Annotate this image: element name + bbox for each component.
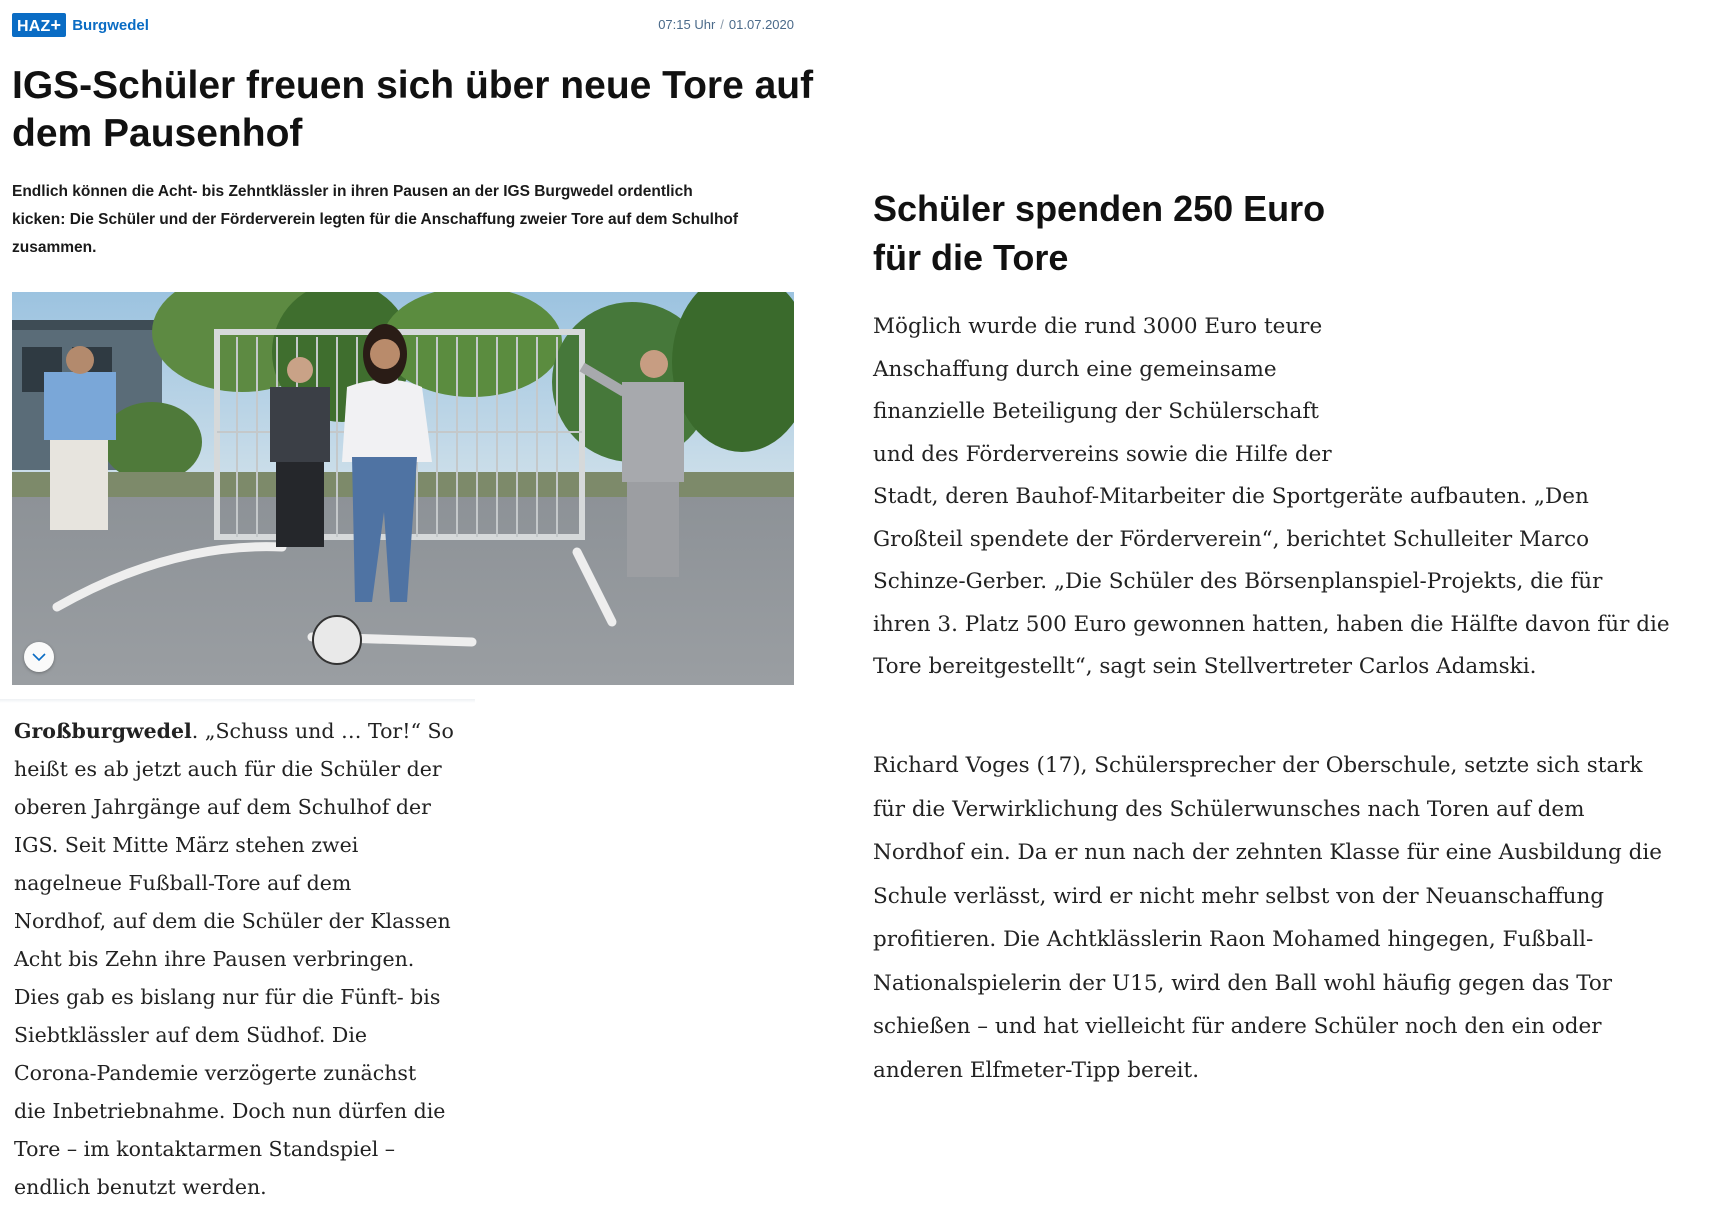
body-line: Dies gab es bislang nur für die Fünft- bis <box>14 985 441 1009</box>
teaser-line: kicken: Die Schüler und der Förderverein legten für die Anschaffung zweier Tore auf dem Schulhof <box>12 211 739 228</box>
body-line: Acht bis Zehn ihre Pausen verbringen. <box>14 947 415 971</box>
paragraph-line: Tore bereitgestellt“, sagt sein Stellvertreter Carlos Adamski. <box>873 654 1537 679</box>
publish-dateline <box>658 17 794 32</box>
article-header <box>12 14 794 40</box>
body-line: Tore – im kontaktarmen Standspiel – <box>14 1137 396 1161</box>
body-line-text: . „Schuss und … Tor!“ So <box>191 719 454 743</box>
article-photo[interactable] <box>12 292 794 685</box>
body-line: die Inbetriebnahme. Doch nun dürfen die <box>14 1099 446 1123</box>
subhead-line: Schüler spenden 250 Euro <box>873 188 1326 229</box>
section-link[interactable]: Burgwedel <box>72 16 149 34</box>
divider <box>0 699 475 703</box>
body-line: endlich benutzt werden. <box>14 1175 267 1199</box>
photo-illustration <box>12 292 794 685</box>
expand-photo-button[interactable] <box>24 642 54 672</box>
chevron-down-icon <box>32 653 46 662</box>
paragraph-line: profitieren. Die Achtklässlerin Raon Mohamed hingegen, Fußball- <box>873 927 1594 952</box>
dateline-separator: / <box>720 17 724 32</box>
section-subheading <box>873 184 1473 282</box>
paragraph-line: und des Fördervereins sowie die Hilfe der <box>873 441 1332 467</box>
paragraph-line: Nordhof ein. Da er nun nach der zehnten Klasse für eine Ausbildung die <box>873 840 1663 865</box>
paragraph-student-speaker <box>873 744 1715 1092</box>
body-line: Corona-Pandemie verzögerte zunächst <box>14 1061 417 1085</box>
publish-date: 01.07.2020 <box>728 17 794 32</box>
paragraph-line: Großteil spendete der Förderverein“, berichtet Schulleiter Marco <box>873 526 1590 552</box>
body-line: Nordhof, auf dem die Schüler der Klassen <box>14 909 451 933</box>
body-dateline: Großburgwedel <box>14 719 192 743</box>
body-line: IGS. Seit Mitte März stehen zwei <box>14 833 359 857</box>
teaser-line: zusammen. <box>12 239 97 256</box>
title-line: dem Pausenhof <box>12 112 303 155</box>
paragraph-line: Nationalspielerin der U15, wird den Ball wohl häufig gegen das Tor <box>873 970 1613 996</box>
body-line: oberen Jahrgänge auf dem Schulhof der <box>14 795 431 819</box>
article-teaser <box>12 178 802 262</box>
paragraph-line: Anschaffung durch eine gemeinsame <box>873 356 1277 382</box>
brand[interactable] <box>12 14 149 36</box>
body-line: nagelneue Fußball-Tore auf dem <box>14 871 352 895</box>
logo-text: HAZ <box>17 18 51 35</box>
paragraph-line: für die Verwirklichung des Schülerwunsches nach Toren auf dem <box>873 796 1585 822</box>
paragraph-line: anderen Elfmeter-Tipp bereit. <box>873 1057 1200 1083</box>
haz-plus-logo[interactable] <box>12 13 66 37</box>
paragraph-line: Schinze-Gerber. „Die Schüler des Börsenplanspiel-Projekts, die für <box>873 569 1603 594</box>
paragraph-line: schießen – und hat vielleicht für andere Schüler noch den ein oder <box>873 1014 1602 1039</box>
title-line: IGS-Schüler freuen sich über neue Tore auf <box>12 64 814 107</box>
paragraph-line: ihren 3. Platz 500 Euro gewonnen hatten, haben die Hälfte davon für die <box>873 611 1670 637</box>
paragraph-line: finanzielle Beteiligung der Schülerschaft <box>873 399 1319 424</box>
paragraph-line: Möglich wurde die rund 3000 Euro teure <box>873 314 1323 339</box>
body-line <box>14 712 454 750</box>
paragraph-line: Stadt, deren Bauhof-Mitarbeiter die Sportgeräte aufbauten. „Den <box>873 484 1589 509</box>
paragraph-line: Richard Voges (17), Schülersprecher der Oberschule, setzte sich stark <box>873 753 1643 778</box>
paragraph-financing <box>873 306 1713 689</box>
body-line: Siebtklässler auf dem Südhof. Die <box>14 1023 368 1047</box>
logo-plus-icon: + <box>50 15 62 35</box>
article-title <box>12 62 814 158</box>
article-body <box>14 712 454 1206</box>
publish-time: 07:15 Uhr <box>658 17 716 32</box>
body-line: heißt es ab jetzt auch für die Schüler der <box>14 757 442 781</box>
teaser-line: Endlich können die Acht- bis Zehntklässler in ihren Pausen an der IGS Burgwedel ordentlich <box>12 183 693 200</box>
paragraph-line: Schule verlässt, wird er nicht mehr selbst von der Neuanschaffung <box>873 883 1605 909</box>
subhead-line: für die Tore <box>873 237 1069 278</box>
